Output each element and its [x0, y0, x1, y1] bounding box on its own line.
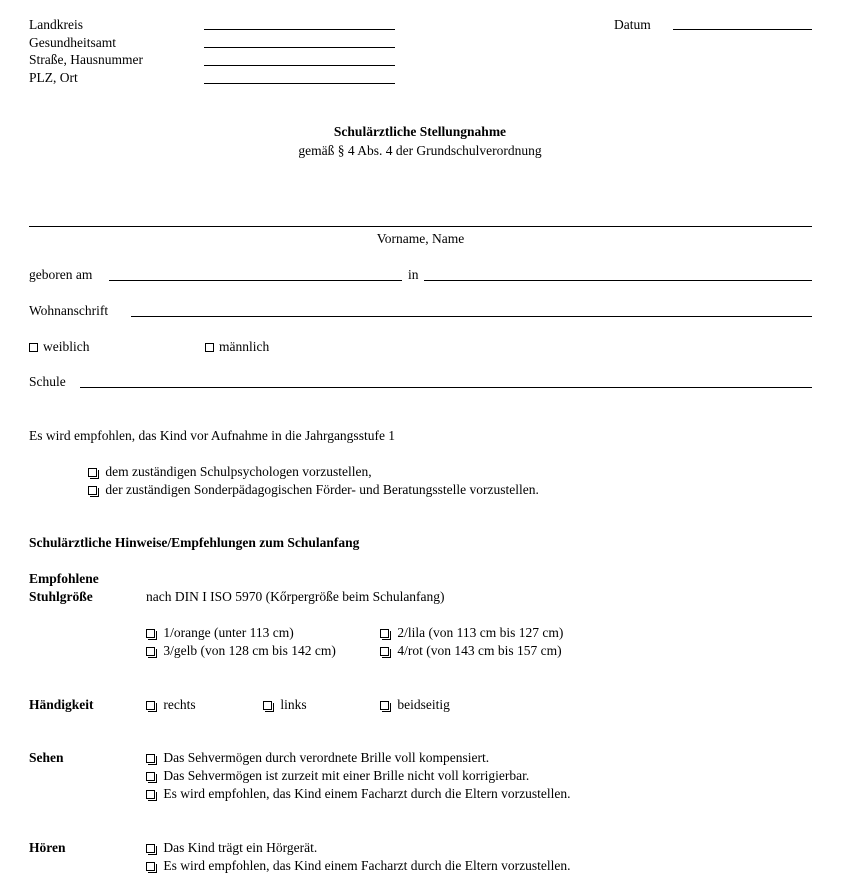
option-label: beidseitig — [397, 697, 450, 712]
hints-heading: Schulärztliche Hinweise/Empfehlungen zum Schulanfang — [29, 535, 360, 550]
option-label: rechts — [163, 697, 196, 712]
vision-option-specialist[interactable] — [146, 785, 571, 803]
label-landkreis: Landkreis — [29, 17, 83, 32]
recommendation-option-sonderpaedagogik[interactable] — [88, 481, 539, 499]
datum-field[interactable] — [673, 29, 812, 30]
checkbox-icon[interactable] — [146, 629, 155, 638]
hearing-option-hearing-aid[interactable] — [146, 839, 317, 857]
gender-male-option[interactable] — [205, 338, 269, 356]
label-in: in — [408, 267, 419, 282]
label-datum: Datum — [614, 17, 651, 32]
handedness-label: Händigkeit — [29, 697, 94, 712]
label-schule: Schule — [29, 374, 66, 389]
checkbox-icon[interactable] — [146, 772, 155, 781]
address-field[interactable] — [131, 316, 812, 317]
option-label: Es wird empfohlen, das Kind einem Facharzt durch die Eltern vorzustellen. — [163, 858, 571, 873]
name-field[interactable] — [29, 226, 812, 227]
label-wohnanschrift: Wohnanschrift — [29, 303, 109, 318]
option-label: 1/orange (unter 113 cm) — [163, 625, 294, 640]
vision-label: Sehen — [29, 750, 64, 765]
checkbox-icon[interactable] — [146, 754, 155, 763]
gesundheitsamt-field[interactable] — [204, 47, 395, 48]
option-label: dem zuständigen Schulpsychologen vorzustellen, — [105, 464, 372, 479]
checkbox-icon[interactable] — [263, 701, 272, 710]
chair-norm: nach DIN I ISO 5970 (Kőrpergröße beim Schulanfang) — [146, 589, 445, 604]
checkbox-icon[interactable] — [380, 629, 389, 638]
option-label: 4/rot (von 143 cm bis 157 cm) — [397, 643, 562, 658]
recommendation-option-psychologist[interactable] — [88, 463, 372, 481]
gender-female-option[interactable] — [29, 338, 90, 356]
chair-option-rot[interactable] — [380, 642, 562, 660]
checkbox-icon[interactable] — [380, 701, 389, 710]
option-label: Das Sehvermögen durch verordnete Brille voll kompensiert. — [163, 750, 490, 765]
checkbox-icon[interactable] — [29, 343, 38, 352]
female-label: weiblich — [43, 339, 90, 354]
chair-option-gelb[interactable] — [146, 642, 336, 660]
hearing-option-specialist[interactable] — [146, 857, 571, 875]
vision-option-not-correctable[interactable] — [146, 767, 529, 785]
strasse-field[interactable] — [204, 65, 395, 66]
hearing-label: Hören — [29, 840, 66, 855]
plz-ort-field[interactable] — [204, 83, 395, 84]
checkbox-icon[interactable] — [146, 844, 155, 853]
landkreis-field[interactable] — [204, 29, 395, 30]
birth-place-field[interactable] — [424, 280, 812, 281]
school-field[interactable] — [80, 387, 812, 388]
option-label: 3/gelb (von 128 cm bis 142 cm) — [163, 643, 336, 658]
option-label: Es wird empfohlen, das Kind einem Facharzt durch die Eltern vorzustellen. — [163, 786, 571, 801]
page-subtitle: gemäß § 4 Abs. 4 der Grundschulverordnung — [298, 143, 542, 158]
label-geboren-am: geboren am — [29, 267, 93, 282]
checkbox-icon[interactable] — [88, 486, 97, 495]
checkbox-icon[interactable] — [205, 343, 214, 352]
checkbox-icon[interactable] — [380, 647, 389, 656]
option-label: der zuständigen Sonderpädagogischen Förder- und Beratungsstelle vorzustellen. — [105, 482, 539, 497]
vision-option-compensated[interactable] — [146, 749, 489, 767]
label-strasse: Straße, Hausnummer — [29, 52, 143, 67]
male-label: männlich — [219, 339, 270, 354]
handedness-option-right[interactable] — [146, 696, 196, 714]
option-label: links — [280, 697, 307, 712]
page-title: Schulärztliche Stellungnahme — [333, 124, 507, 139]
option-label: Das Kind trägt ein Hörgerät. — [163, 840, 318, 855]
label-gesundheitsamt: Gesundheitsamt — [29, 35, 116, 50]
handedness-option-both[interactable] — [380, 696, 450, 714]
checkbox-icon[interactable] — [146, 647, 155, 656]
checkbox-icon[interactable] — [88, 468, 97, 477]
option-label: Das Sehvermögen ist zurzeit mit einer Brille nicht voll korrigierbar. — [163, 768, 530, 783]
handedness-option-left[interactable] — [263, 696, 307, 714]
label-plz-ort: PLZ, Ort — [29, 70, 78, 85]
checkbox-icon[interactable] — [146, 862, 155, 871]
chair-option-lila[interactable] — [380, 624, 563, 642]
chair-label-line1: Empfohlene — [29, 571, 99, 586]
checkbox-icon[interactable] — [146, 790, 155, 799]
chair-option-orange[interactable] — [146, 624, 294, 642]
recommendation-intro: Es wird empfohlen, das Kind vor Aufnahme in die Jahrgangsstufe 1 — [29, 428, 396, 443]
name-caption: Vorname, Name — [376, 231, 465, 246]
checkbox-icon[interactable] — [146, 701, 155, 710]
option-label: 2/lila (von 113 cm bis 127 cm) — [397, 625, 564, 640]
birth-date-field[interactable] — [109, 280, 402, 281]
chair-label-line2: Stuhlgröße — [29, 589, 93, 604]
